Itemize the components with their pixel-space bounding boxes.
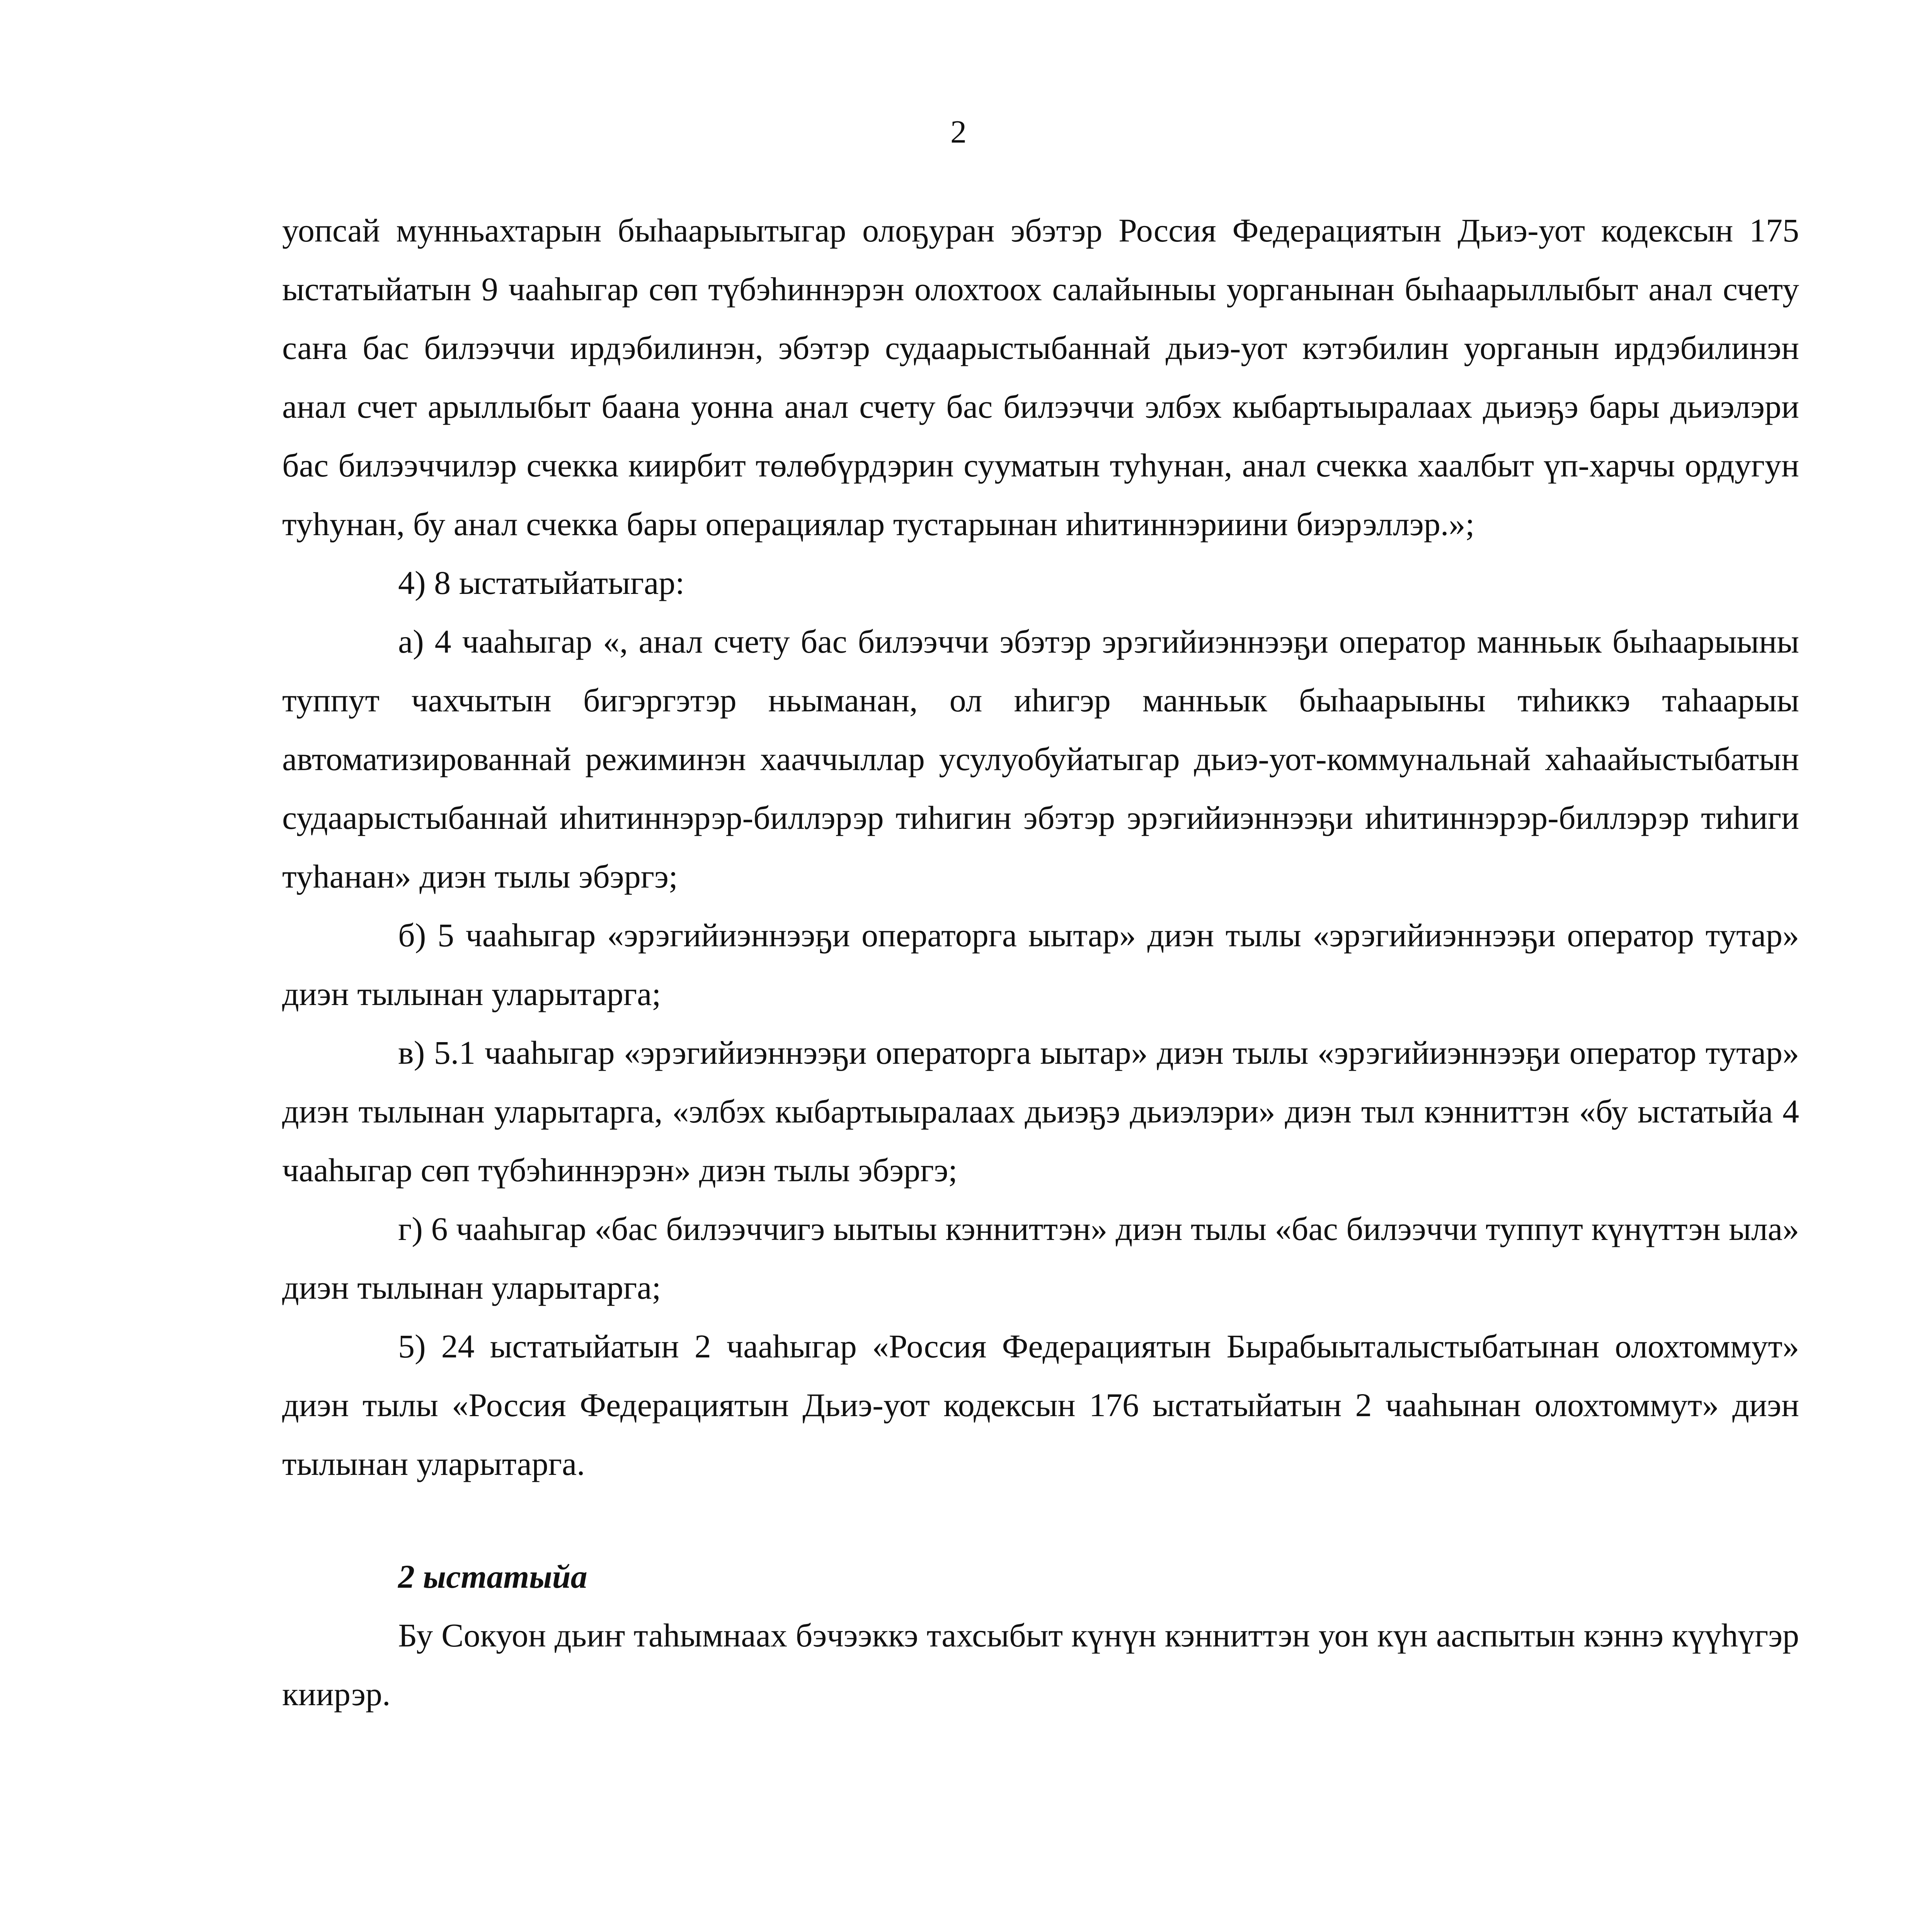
paragraph: 4) 8 ыстатыйатыгар: xyxy=(398,564,685,601)
article-2-text: Бу Сокуон дьиҥ таhымнаах бэчээккэ тахсыбыт күнүн кэнниттэн уон күн ааспытын кэннэ күүhүгэр киирэр. xyxy=(282,1617,1799,1713)
paragraph: уопсай мунньахтарын быhаарыытыгар олоҕуран эбэтэр Россия Федерациятын Дьиэ-уот кодексын 175 ыстатыйатын 9 чааhыгар сөп түбэhиннэрэн олохтоох салайыныы уорганынан быhаарыллыбыт анал счету саҥа бас билээччи ирдэбилинэн, эбэтэр судаарыстыбаннай дьиэ-уот кэтэбилин уорганын ирдэбилинэн анал счет арыллыбыт баана уонна анал счету бас билээччи элбэх кыбартыыралаах дьиэҕэ бары дьиэлэри бас билээччилэр счекка киирбит төлөбүрдэрин сууматын туhунан, анал счекка хаалбыт үп-харчы ордугун туhунан, бу анал счекка бары операциялар тустарынан иhитиннэриини биэрэллэр.»; xyxy=(282,212,1799,543)
page-number: 2 xyxy=(950,114,967,150)
paragraph: б) 5 чааhыгар «эрэгийиэннээҕи операторга ыытар» диэн тылы «эрэгийиэннээҕи оператор тутар» диэн тылынан уларытарга; xyxy=(282,917,1799,1012)
paragraph: а) 4 чааhыгар «, анал счету бас билээччи эбэтэр эрэгийиэннээҕи оператор манньык быhаарыыны туппут чахчытын бигэргэтэр ньыманан, ол иhигэр манньык быhаарыыны тиhиккэ таhаарыы автоматизированнай режиминэн хааччыллар усулуобуйатыгар дьиэ-уот-коммунальнай хаhаайыстыбатын судаарыстыбаннай иhитиннэрэр-биллэрэр тиhигин эбэтэр эрэгийиэннээҕи иhитиннэрэр-биллэрэр тиhиги туhанан» диэн тылы эбэргэ; xyxy=(282,623,1799,895)
paragraph: 5) 24 ыстатыйатын 2 чааhыгар «Россия Федерациятын Бырабыыталыстыбатынан олохтоммут» диэн тылы «Россия Федерациятын Дьиэ-уот кодексын 176 ыстатыйатын 2 чааhынан олохтоммут» диэн тылынан уларытарга. xyxy=(282,1328,1799,1482)
paragraph: г) 6 чааhыгар «бас билээччигэ ыытыы кэнниттэн» диэн тылы «бас билээччи туппут күнүттэн ыла» диэн тылынан уларытарга; xyxy=(282,1210,1799,1306)
paragraph: в) 5.1 чааhыгар «эрэгийиэннээҕи операторга ыытар» диэн тылы «эрэгийиэннээҕи оператор тутар» диэн тылынан уларытарга, «элбэх кыбартыыралаах дьиэҕэ дьиэлэри» диэн тыл кэнниттэн «бу ыстатыйа 4 чааhыгар сөп түбэhиннэрэн» диэн тылы эбэргэ; xyxy=(282,1034,1799,1189)
article-2-title: 2 ыстатыйа xyxy=(398,1558,587,1595)
